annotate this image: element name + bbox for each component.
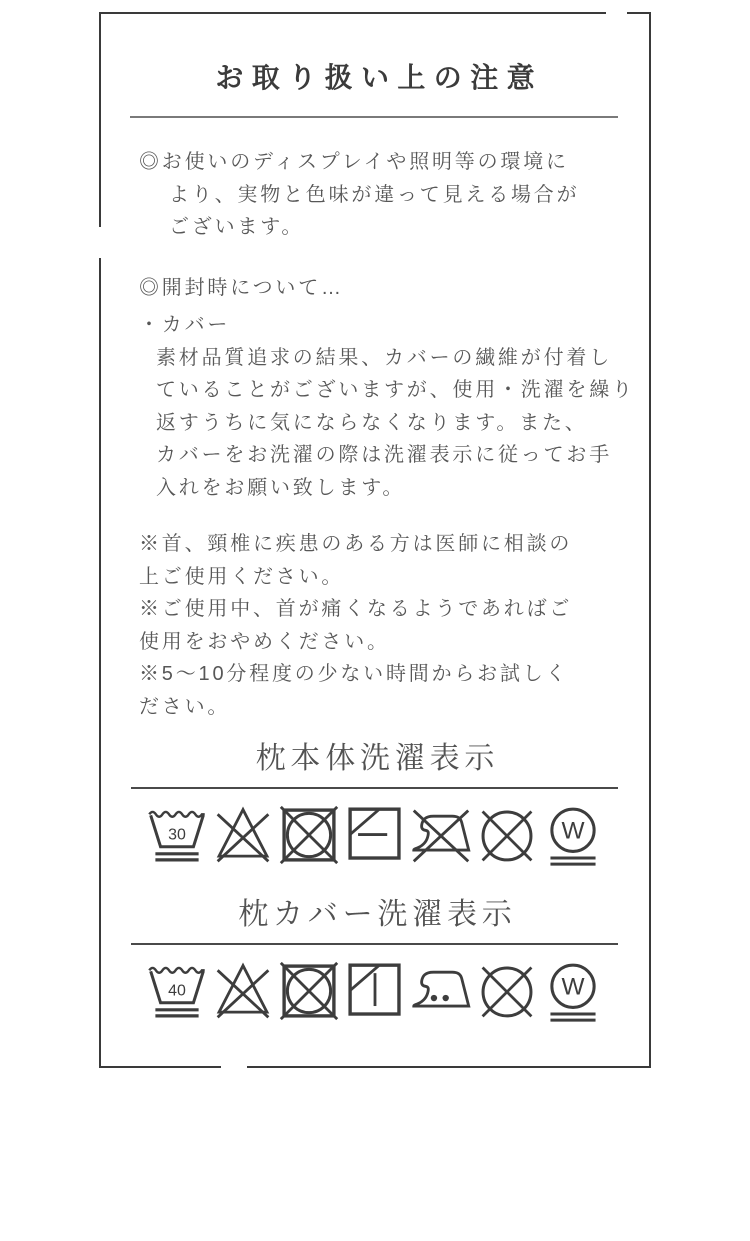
do-not-iron-icon [410,799,472,871]
svg-text:40: 40 [168,982,186,1000]
wet-clean-very-gentle-icon [542,955,604,1027]
do-not-tumble-dry-icon [278,799,340,871]
note-line: 上ご使用ください。 [139,565,345,588]
note-line: 素材品質追求の結果、カバーの繊維が付着し [156,346,612,369]
note-opening-note [139,272,625,305]
do-not-tumble-dry-icon [278,955,340,1027]
note-line: ていることがございますが、使用・洗濯を繰り [156,379,635,401]
notes-block [139,146,635,723]
care-symbols-row-pillow-body [146,799,604,871]
care-heading-pillow-cover: 枕カバー洗濯表示 [238,898,517,931]
care-section-pillow-cover [0,889,750,1027]
do-not-dry-clean-icon [476,955,538,1027]
frame-gap-top [606,10,627,18]
note-line: ※首、頸椎に疾患のある方は医師に相談の [139,533,573,555]
note-line: 返すうちに気にならなくなります。また、 [156,411,588,434]
note-line: ださい。 [139,695,231,718]
wet-clean-very-gentle-icon [542,799,604,871]
note-line: ※5〜10分程度の少ない時間からお試しく [139,663,569,685]
note-line: ございます。 [169,216,305,238]
note-line: ◎開封時について… [139,276,344,299]
svg-text:W: W [561,973,585,1001]
note-cautions [139,528,625,723]
wash-40-very-gentle-icon [146,955,208,1027]
note-line: カバーをお洗濯の際は洗濯表示に従ってお手 [156,444,612,466]
svg-text:W: W [561,817,585,845]
care-section-pillow-body [0,733,750,871]
section-rule [131,787,618,789]
care-heading-pillow-body: 枕本体洗濯表示 [255,742,500,775]
hang-dry-in-shade-icon [344,955,406,1027]
note-line: 使用をおやめください。 [139,630,390,653]
note-line: ・カバー [139,314,231,336]
wash-30-very-gentle-icon [146,799,208,871]
note-line: 入れをお願い致します。 [156,476,406,499]
note-line: より、実物と色味が違って見える場合が [169,183,580,206]
care-symbols-row-pillow-cover [146,955,604,1027]
iron-medium-two-dots-icon [410,955,472,1027]
note-cover-label [139,309,625,342]
section-rule [131,943,618,945]
do-not-dry-clean-icon [476,799,538,871]
svg-text:30: 30 [168,826,186,844]
do-not-bleach-icon [212,799,274,871]
dry-flat-in-shade-icon [344,799,406,871]
note-line: ※ご使用中、首が痛くなるようであればご [139,598,573,620]
note-display-note [139,146,625,244]
note-line: ◎お使いのディスプレイや照明等の環境に [139,151,569,173]
frame-gap-left [96,227,105,258]
note-cover-note [139,342,635,505]
title-rule [130,116,618,118]
frame-gap-bottom [221,1061,247,1071]
page-title: お取り扱い上の注意 [215,62,543,93]
do-not-bleach-icon [212,955,274,1027]
